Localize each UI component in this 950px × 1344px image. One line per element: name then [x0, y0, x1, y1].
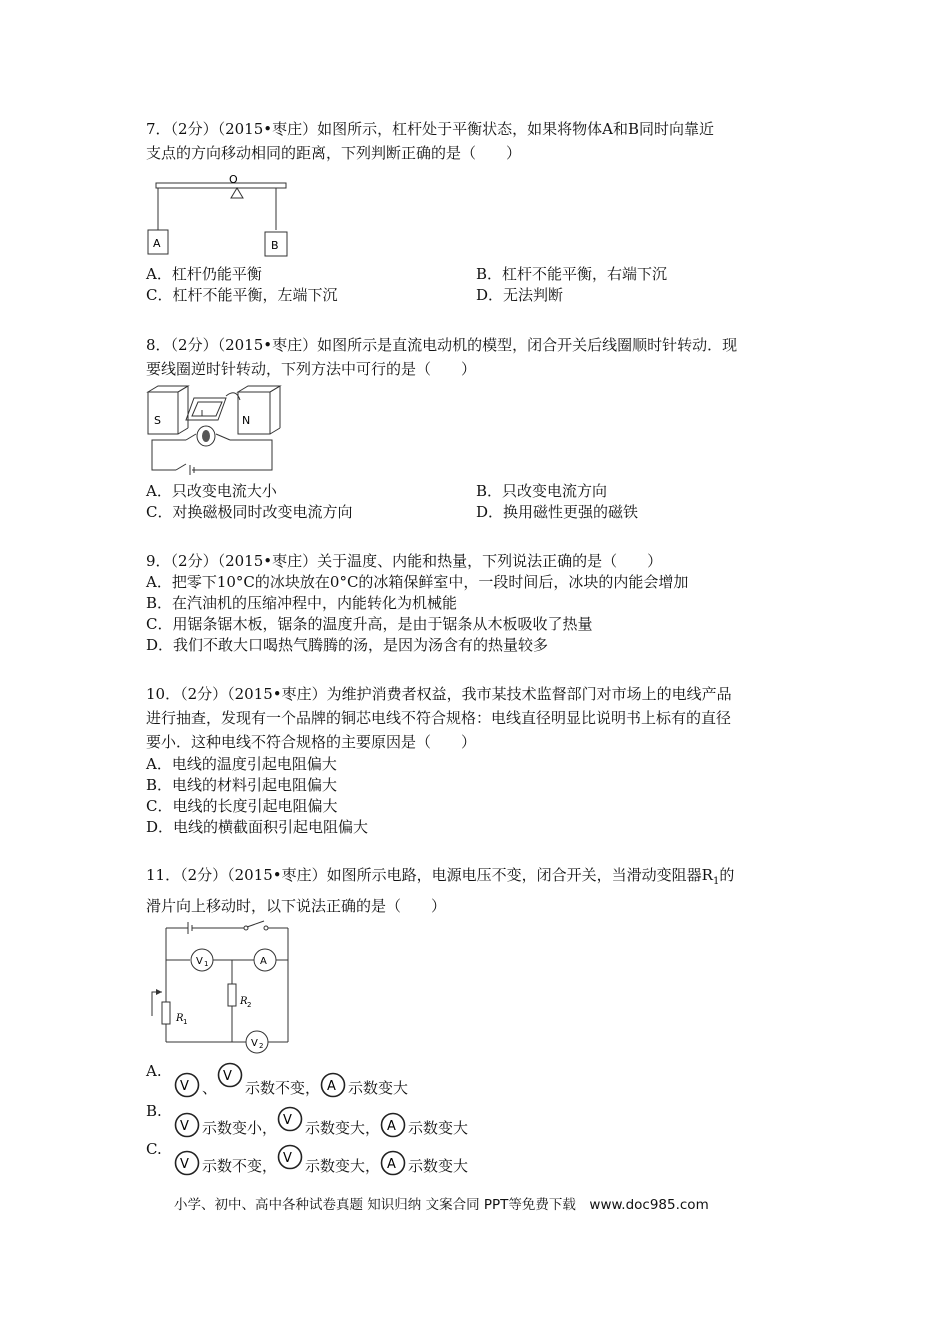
question-8-options — [146, 481, 826, 523]
option-b: B．在汽油机的压缩冲程中，内能转化为机械能 — [146, 594, 458, 612]
svg-text:V: V — [180, 1079, 189, 1094]
question-7-line-1: 7．（2分）（2015•枣庄）如图所示，杠杆处于平衡状态，如果将物体A和B同时向靠近 — [146, 120, 714, 138]
option-d: D．换用磁性更强的磁铁 — [476, 503, 639, 521]
voltmeter-v2-sub: 2 — [259, 1042, 264, 1050]
voltmeter-v2-icon — [217, 1062, 243, 1088]
question-11 — [146, 863, 826, 918]
option-c: C．用锯条锯木板，锯条的温度升高，是由于锯条从木板吸收了热量 — [146, 615, 593, 633]
question-9-options — [146, 572, 826, 656]
r1-label: R — [176, 1013, 184, 1024]
voltmeter-v1-icon — [174, 1150, 200, 1176]
r1-sub: 1 — [183, 1018, 188, 1026]
question-10-line-2: 进行抽查，发现有一个品牌的铜芯电线不符合规格：电线直径明显比说明书上标有的直径 — [146, 709, 732, 727]
option-b: B．杠杆不能平衡，右端下沉 — [476, 265, 668, 283]
voltmeter-v1-sub: 1 — [204, 960, 209, 968]
option-c: C．对换磁极同时改变电流方向 — [146, 503, 353, 521]
option-a: A．杠杆仍能平衡 — [146, 265, 262, 283]
option-a-text-2: 示数变大 — [348, 1079, 409, 1097]
option-b-text-2: 示数变大， — [305, 1119, 381, 1137]
option-a-text-1: 示数不变， — [245, 1079, 321, 1097]
option-b: B．电线的材料引起电阻偏大 — [146, 776, 338, 794]
option-b-text-1: 示数变小， — [202, 1119, 278, 1137]
question-11-line-1-end: 的 — [719, 866, 735, 884]
svg-text:V: V — [180, 1119, 189, 1134]
voltmeter-v1-icon — [174, 1112, 200, 1138]
r2-sub: 2 — [247, 1001, 252, 1009]
option-d: D．我们不敢大口喝热气腾腾的汤，是因为汤含有的热量较多 — [146, 636, 549, 654]
svg-text:V: V — [283, 1151, 292, 1166]
voltmeter-v2-icon — [277, 1106, 303, 1132]
option-a-label: A. — [146, 1062, 162, 1080]
r2-label: R — [240, 996, 248, 1007]
lever-figure — [146, 172, 296, 260]
option-a: A．把零下10°C的冰块放在0°C的冰箱保鲜室中，一段时间后，冰块的内能会增加 — [146, 573, 689, 591]
ammeter-label: A — [260, 956, 267, 967]
circuit-figure — [146, 918, 296, 1056]
voltmeter-v1-label: V — [196, 956, 203, 967]
r1-subscript: 1 — [712, 876, 720, 887]
option-c: C．杠杆不能平衡，左端下沉 — [146, 286, 338, 304]
option-b-label: B. — [146, 1102, 162, 1120]
question-7-line-2: 支点的方向移动相同的距离，下列判断正确的是（ ） — [146, 144, 522, 162]
question-11-option-a — [146, 1064, 546, 1098]
question-11-option-b — [146, 1104, 546, 1138]
option-a: A．电线的温度引起电阻偏大 — [146, 755, 337, 773]
option-d: D．无法判断 — [476, 286, 564, 304]
question-8-line-2: 要线圈逆时针转动，下列方法中可行的是（ ） — [146, 360, 477, 378]
option-a-separator: 、 — [202, 1079, 218, 1097]
page-footer: 小学、初中、高中各种试卷真题 知识归纳 文案合同 PPT等免费下载 www.doc985.com — [174, 1197, 709, 1213]
ammeter-icon — [380, 1150, 406, 1176]
voltmeter-v1-icon — [174, 1072, 200, 1098]
option-b: B．只改变电流方向 — [476, 482, 608, 500]
option-c-text-3: 示数变大 — [408, 1157, 469, 1175]
option-b-text-3: 示数变大 — [408, 1119, 469, 1137]
question-7-options — [146, 264, 826, 306]
magnet-n-label: N — [242, 414, 251, 427]
svg-text:A: A — [387, 1157, 396, 1172]
question-8-line-1: 8．（2分）（2015•枣庄）如图所示是直流电动机的模型，闭合开关后线圈顺时针转动．现 — [146, 336, 738, 354]
option-d: D．电线的横截面积引起电阻偏大 — [146, 818, 369, 836]
ammeter-icon — [320, 1072, 346, 1098]
voltmeter-v2-label: V — [251, 1038, 258, 1049]
svg-text:A: A — [387, 1119, 396, 1134]
pivot-label: O — [229, 173, 238, 186]
option-c-text-2: 示数变大， — [305, 1157, 381, 1175]
option-c-text-1: 示数不变， — [202, 1157, 278, 1175]
question-11-line-1-text: 11．（2分）（2015•枣庄）如图所示电路，电源电压不变，闭合开关，当滑动变阻器R — [146, 866, 713, 884]
question-9 — [146, 549, 826, 573]
question-11-option-c — [146, 1142, 546, 1176]
question-10 — [146, 682, 826, 754]
svg-text:V: V — [180, 1157, 189, 1172]
svg-text:V: V — [223, 1069, 232, 1084]
question-10-line-3: 要小．这种电线不符合规格的主要原因是（ ） — [146, 733, 477, 751]
question-10-line-1: 10．（2分）（2015•枣庄）为维护消费者权益，我市某技术监督部门对市场上的电线产品 — [146, 685, 732, 703]
question-8 — [146, 333, 826, 381]
option-a: A．只改变电流大小 — [146, 482, 277, 500]
question-11-line-1 — [146, 863, 826, 894]
question-11-line-2: 滑片向上移动时，以下说法正确的是（ ） — [146, 897, 447, 915]
svg-text:A: A — [327, 1079, 336, 1094]
question-10-options — [146, 754, 826, 838]
object-a-label: A — [153, 237, 161, 250]
svg-text:V: V — [283, 1113, 292, 1128]
option-c-label: C. — [146, 1140, 162, 1158]
ammeter-icon — [380, 1112, 406, 1138]
motor-figure — [146, 384, 286, 476]
voltmeter-v2-icon — [277, 1144, 303, 1170]
option-c: C．电线的长度引起电阻偏大 — [146, 797, 338, 815]
question-7 — [146, 117, 826, 165]
question-9-line-1: 9．（2分）（2015•枣庄）关于温度、内能和热量，下列说法正确的是（ ） — [146, 552, 663, 570]
object-b-label: B — [271, 239, 279, 252]
magnet-s-label: S — [154, 414, 161, 427]
